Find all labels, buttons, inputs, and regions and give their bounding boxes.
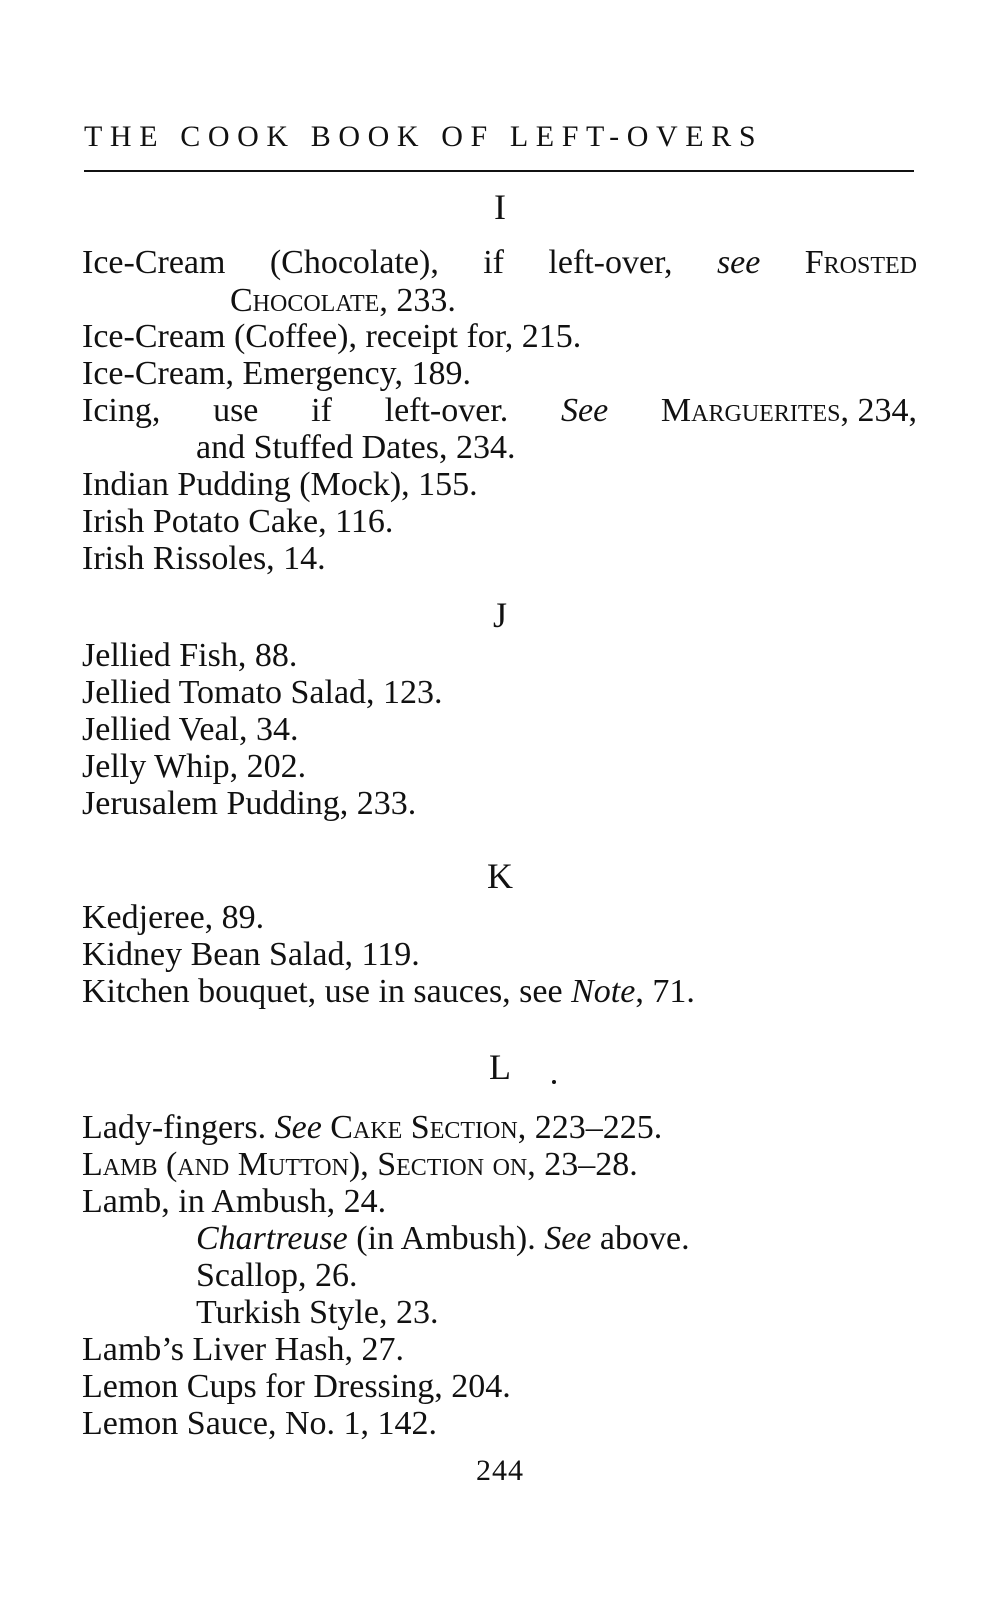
cross-reference: Cake Section [330, 1109, 518, 1146]
index-entry: Ice-Cream, Emergency, 189. [82, 355, 471, 392]
entry-word: (Chocolate), [269, 244, 439, 281]
entry-word: if [311, 392, 332, 429]
cross-reference: Marguerites, 234, [660, 392, 917, 429]
subentry-text: (in Ambush). [347, 1220, 545, 1257]
index-entry: Irish Potato Cake, 116. [82, 503, 394, 540]
index-entry-ice-cream-chocolate [82, 244, 917, 282]
index-entry: Lemon Sauce, No. 1, 142. [82, 1405, 438, 1442]
header-rule [84, 170, 914, 172]
entry-word: left-over, [548, 244, 673, 281]
section-reference: Lamb (and Mutton), Section on [82, 1146, 528, 1183]
section-letter-k: K [487, 856, 513, 896]
entry-word: use [213, 392, 259, 429]
index-entry: Kedjeree, 89. [82, 899, 265, 936]
entry-text: Lady-fingers. [82, 1109, 275, 1146]
index-entry: Irish Rissoles, 14. [82, 540, 326, 577]
section-letter-i: I [494, 187, 506, 227]
index-entry: Ice-Cream (Coffee), receipt for, 215. [82, 318, 582, 355]
page-number: 244 [476, 1454, 524, 1487]
entry-word: left-over. [384, 392, 509, 429]
note-text: Note [571, 973, 636, 1010]
entry-page: , 71. [635, 973, 695, 1010]
entry-page: , 23–28. [527, 1146, 638, 1183]
stray-dot [552, 1080, 556, 1084]
index-entry: Jellied Tomato Salad, 123. [82, 674, 443, 711]
index-entry-kitchen-bouquet [82, 973, 695, 1011]
index-entry-icing [82, 392, 917, 430]
cross-reference: Frosted [804, 244, 917, 281]
entry-page: , 223–225. [517, 1109, 663, 1146]
index-entry: Kidney Bean Salad, 119. [82, 936, 420, 973]
entry-word: Icing, [82, 392, 161, 429]
index-entry: Jerusalem Pudding, 233. [82, 785, 417, 822]
entry-word: Ice-Cream [82, 244, 226, 281]
index-entry: Lamb, in Ambush, 24. [82, 1183, 387, 1220]
index-entry: Indian Pudding (Mock), 155. [82, 466, 478, 503]
index-entry-lamb-section [82, 1146, 638, 1184]
entry-word: if [483, 244, 504, 281]
index-entry-lady-fingers [82, 1109, 662, 1147]
running-head: THE COOK BOOK OF LEFT-OVERS [84, 120, 764, 153]
see-text: see [716, 244, 761, 281]
index-entry: Lamb’s Liver Hash, 27. [82, 1331, 404, 1368]
subentry-italic: Chartreuse [196, 1220, 348, 1257]
index-subentry: Turkish Style, 23. [196, 1294, 439, 1331]
index-entry: Jellied Fish, 88. [82, 637, 298, 674]
index-entry-continuation: Chocolate, 233. [230, 282, 456, 319]
section-letter-l: L [489, 1047, 511, 1087]
index-entry: Lemon Cups for Dressing, 204. [82, 1368, 511, 1405]
index-entry: Jelly Whip, 202. [82, 748, 307, 785]
see-text: See [274, 1109, 322, 1146]
subentry-text: above. [591, 1220, 690, 1257]
index-subentry [196, 1220, 690, 1258]
index-entry: Jellied Veal, 34. [82, 711, 299, 748]
index-subentry: Scallop, 26. [196, 1257, 358, 1294]
entry-text: Kitchen bouquet, use in sauces, see [82, 973, 572, 1010]
section-letter-j: J [492, 595, 507, 635]
see-text: See [544, 1220, 592, 1257]
index-entry-continuation: and Stuffed Dates, 234. [196, 429, 516, 466]
see-text: See [561, 392, 609, 429]
